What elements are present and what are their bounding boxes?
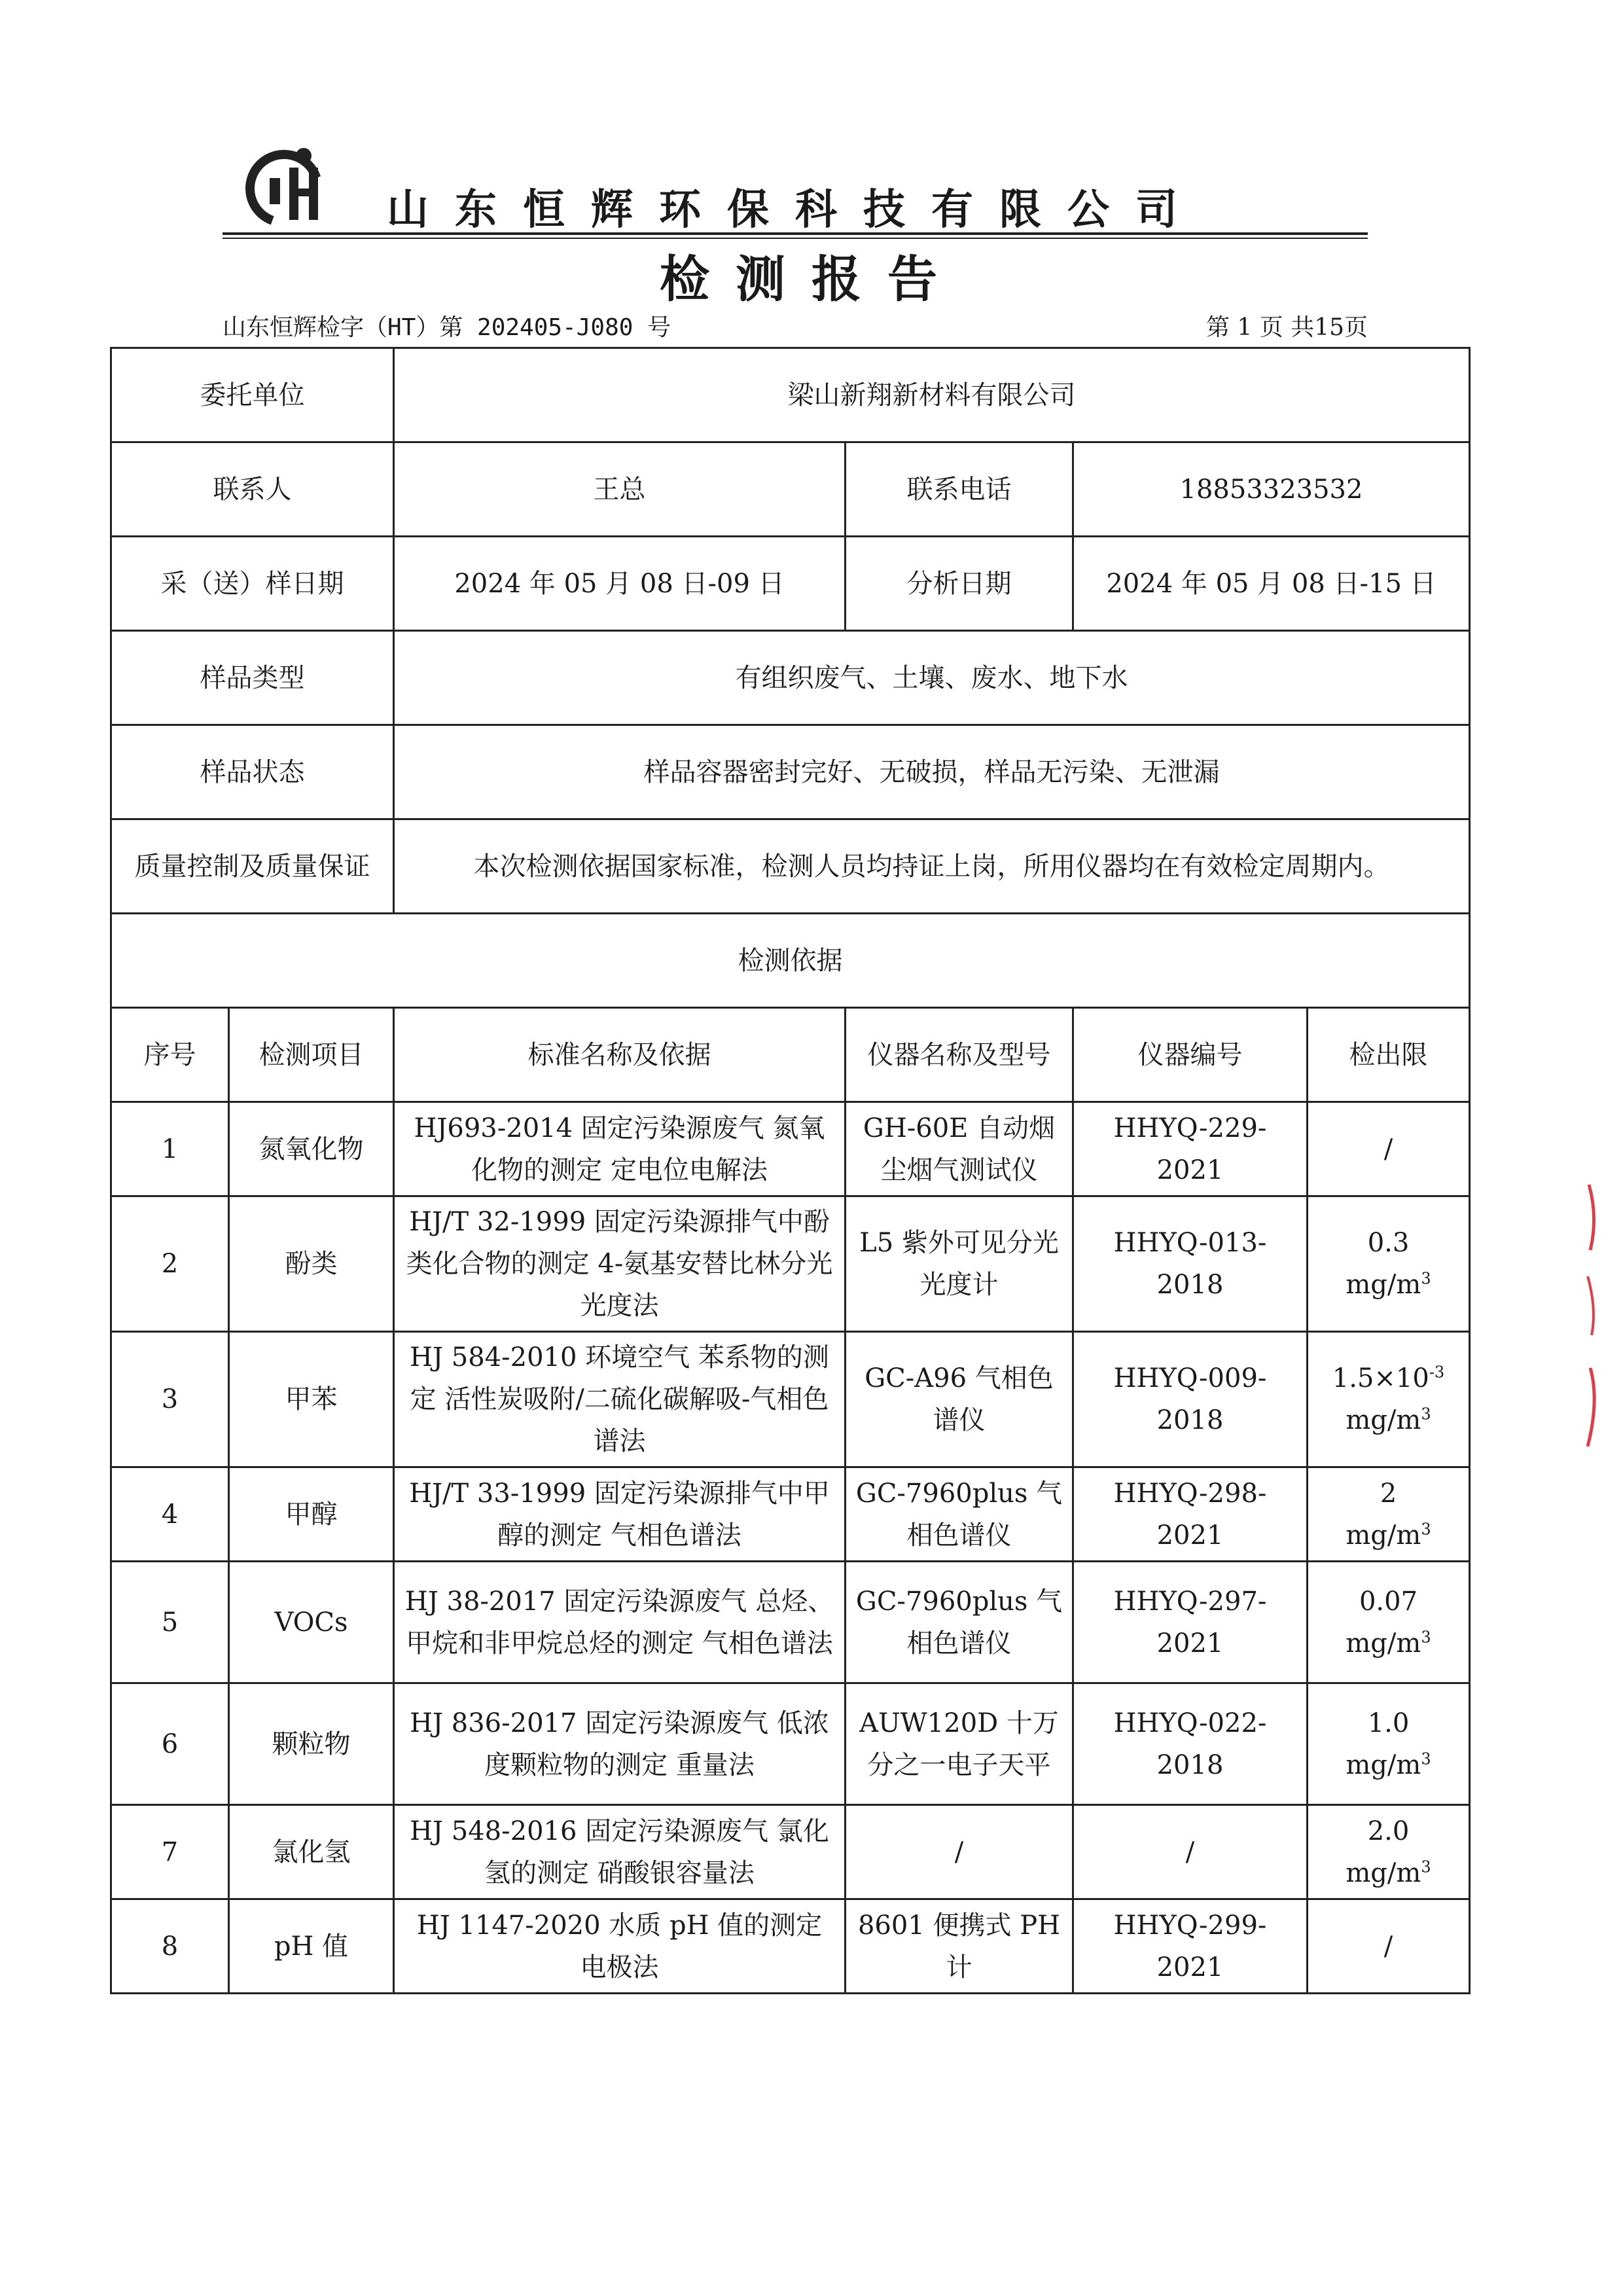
- limit-value: 1.5×10: [1332, 1363, 1429, 1393]
- stamp-edge: [1584, 1178, 1603, 1453]
- row-instrument: AUW120D 十万分之一电子天平: [846, 1683, 1073, 1805]
- client-row: [111, 348, 1470, 442]
- qc-row: [111, 819, 1470, 914]
- row-item: 氯化氢: [229, 1805, 394, 1899]
- row-item: 酚类: [229, 1196, 394, 1332]
- col-header-number: 仪器编号: [1073, 1008, 1308, 1102]
- row-number: HHYQ-229-2021: [1073, 1102, 1308, 1196]
- row-number: HHYQ-009-2018: [1073, 1332, 1308, 1467]
- page-info: 第 1 页 共15页: [1205, 314, 1368, 341]
- row-seq: 3: [111, 1332, 229, 1467]
- table-row: [111, 1196, 1470, 1332]
- basis-title-row: [111, 914, 1470, 1008]
- contact-label: 联系人: [111, 442, 394, 537]
- sample-state-value: 样品容器密封完好、无破损，样品无污染、无泄漏: [394, 725, 1470, 819]
- limit-unit: mg/m: [1346, 1270, 1421, 1300]
- row-number: HHYQ-013-2018: [1073, 1196, 1308, 1332]
- analysis-date-label: 分析日期: [846, 537, 1073, 631]
- report-number: 山东恒辉检字（HT）第 202405-J080 号: [223, 314, 671, 341]
- row-number: HHYQ-298-2021: [1073, 1467, 1308, 1562]
- table-row: [111, 1899, 1470, 1994]
- sample-date-label: 采（送）样日期: [111, 537, 394, 631]
- row-item: 甲苯: [229, 1332, 394, 1467]
- basis-title: 检测依据: [111, 914, 1470, 1008]
- limit-value: 1.0: [1367, 1708, 1410, 1738]
- limit-value-exponent: -3: [1429, 1363, 1445, 1382]
- row-limit: [1308, 1805, 1470, 1899]
- col-header-instrument: 仪器名称及型号: [846, 1008, 1073, 1102]
- limit-unit-exponent: 3: [1421, 1520, 1431, 1539]
- row-standard: HJ693-2014 固定污染源废气 氮氧化物的测定 定电位电解法: [394, 1102, 846, 1196]
- limit-value: /: [1383, 1931, 1393, 1962]
- basis-rows: [111, 1102, 1470, 1994]
- row-instrument: L5 紫外可见分光光度计: [846, 1196, 1073, 1332]
- header-rule-thin: [223, 238, 1368, 239]
- limit-unit: mg/m: [1346, 1749, 1421, 1780]
- row-standard: HJ 1147-2020 水质 pH 值的测定 电极法: [394, 1899, 846, 1994]
- company-name: 山东恒辉环保科技有限公司: [387, 185, 1204, 234]
- row-instrument: GC-7960plus 气相色谱仪: [846, 1562, 1073, 1683]
- row-number: HHYQ-299-2021: [1073, 1899, 1308, 1994]
- row-seq: 5: [111, 1562, 229, 1683]
- limit-unit: mg/m: [1346, 1520, 1421, 1551]
- sample-type-label: 样品类型: [111, 631, 394, 725]
- sample-state-label: 样品状态: [111, 725, 394, 819]
- row-number: HHYQ-297-2021: [1073, 1562, 1308, 1683]
- table-row: [111, 1102, 1470, 1196]
- col-header-seq: 序号: [111, 1008, 229, 1102]
- row-item: 氮氧化物: [229, 1102, 394, 1196]
- row-seq: 6: [111, 1683, 229, 1805]
- sample-type-row: [111, 631, 1470, 725]
- col-header-item: 检测项目: [229, 1008, 394, 1102]
- contact-row: [111, 442, 1470, 537]
- client-value: 梁山新翔新材料有限公司: [394, 348, 1470, 442]
- contact-value: 王总: [394, 442, 846, 537]
- col-header-standard: 标准名称及依据: [394, 1008, 846, 1102]
- row-limit: [1308, 1196, 1470, 1332]
- row-seq: 1: [111, 1102, 229, 1196]
- row-item: 颗粒物: [229, 1683, 394, 1805]
- limit-unit-exponent: 3: [1421, 1749, 1431, 1768]
- report-table: [110, 347, 1471, 1994]
- analysis-date-value: 2024 年 05 月 08 日-15 日: [1073, 537, 1470, 631]
- table-row: [111, 1562, 1470, 1683]
- limit-value: 2: [1380, 1478, 1397, 1509]
- row-instrument: GC-7960plus 气相色谱仪: [846, 1467, 1073, 1562]
- row-number: HHYQ-022-2018: [1073, 1683, 1308, 1805]
- row-limit: [1308, 1899, 1470, 1994]
- table-row: [111, 1467, 1470, 1562]
- row-limit: [1308, 1467, 1470, 1562]
- sample-date-value: 2024 年 05 月 08 日-09 日: [394, 537, 846, 631]
- row-item: VOCs: [229, 1562, 394, 1683]
- limit-unit-exponent: 3: [1421, 1269, 1431, 1288]
- phone-label: 联系电话: [846, 442, 1073, 537]
- limit-value: /: [1383, 1134, 1393, 1164]
- row-instrument: GC-A96 气相色谱仪: [846, 1332, 1073, 1467]
- limit-value: 0.3: [1367, 1228, 1410, 1258]
- row-number: /: [1073, 1805, 1308, 1899]
- row-seq: 8: [111, 1899, 229, 1994]
- row-standard: HJ 836-2017 固定污染源废气 低浓度颗粒物的测定 重量法: [394, 1683, 846, 1805]
- row-item: pH 值: [229, 1899, 394, 1994]
- limit-unit-exponent: 3: [1421, 1857, 1431, 1876]
- report-title: 检测报告: [660, 250, 963, 308]
- table-row: [111, 1805, 1470, 1899]
- limit-value: 2.0: [1367, 1816, 1410, 1846]
- limit-unit-exponent: 3: [1421, 1628, 1431, 1647]
- row-limit: [1308, 1102, 1470, 1196]
- client-label: 委托单位: [111, 348, 394, 442]
- row-instrument: GH-60E 自动烟尘烟气测试仪: [846, 1102, 1073, 1196]
- row-standard: HJ 584-2010 环境空气 苯系物的测定 活性炭吸附/二硫化碳解吸-气相色谱法: [394, 1332, 846, 1467]
- qc-label: 质量控制及质量保证: [111, 819, 394, 914]
- row-seq: 7: [111, 1805, 229, 1899]
- row-standard: HJ/T 33-1999 固定污染源排气中甲醇的测定 气相色谱法: [394, 1467, 846, 1562]
- row-seq: 4: [111, 1467, 229, 1562]
- row-limit: [1308, 1562, 1470, 1683]
- limit-unit-exponent: 3: [1421, 1405, 1431, 1424]
- col-header-limit: 检出限: [1308, 1008, 1470, 1102]
- limit-value: 0.07: [1359, 1586, 1418, 1617]
- date-row: [111, 537, 1470, 631]
- row-instrument: 8601 便携式 PH 计: [846, 1899, 1073, 1994]
- phone-value: 18853323532: [1073, 442, 1470, 537]
- row-item: 甲醇: [229, 1467, 394, 1562]
- row-limit: [1308, 1683, 1470, 1805]
- row-standard: HJ/T 32-1999 固定污染源排气中酚类化合物的测定 4-氨基安替比林分光光度法: [394, 1196, 846, 1332]
- table-row: [111, 1683, 1470, 1805]
- sample-type-value: 有组织废气、土壤、废水、地下水: [394, 631, 1470, 725]
- qc-value: 本次检测依据国家标准，检测人员均持证上岗，所用仪器均在有效检定周期内。: [394, 819, 1470, 914]
- basis-header-row: [111, 1008, 1470, 1102]
- limit-unit: mg/m: [1346, 1405, 1421, 1435]
- sample-state-row: [111, 725, 1470, 819]
- header-rule: [223, 232, 1368, 235]
- table-row: [111, 1332, 1470, 1467]
- row-instrument: /: [846, 1805, 1073, 1899]
- limit-unit: mg/m: [1346, 1628, 1421, 1659]
- limit-unit: mg/m: [1346, 1857, 1421, 1888]
- row-standard: HJ 548-2016 固定污染源废气 氯化氢的测定 硝酸银容量法: [394, 1805, 846, 1899]
- row-standard: HJ 38-2017 固定污染源废气 总烃、甲烷和非甲烷总烃的测定 气相色谱法: [394, 1562, 846, 1683]
- row-limit: [1308, 1332, 1470, 1467]
- row-seq: 2: [111, 1196, 229, 1332]
